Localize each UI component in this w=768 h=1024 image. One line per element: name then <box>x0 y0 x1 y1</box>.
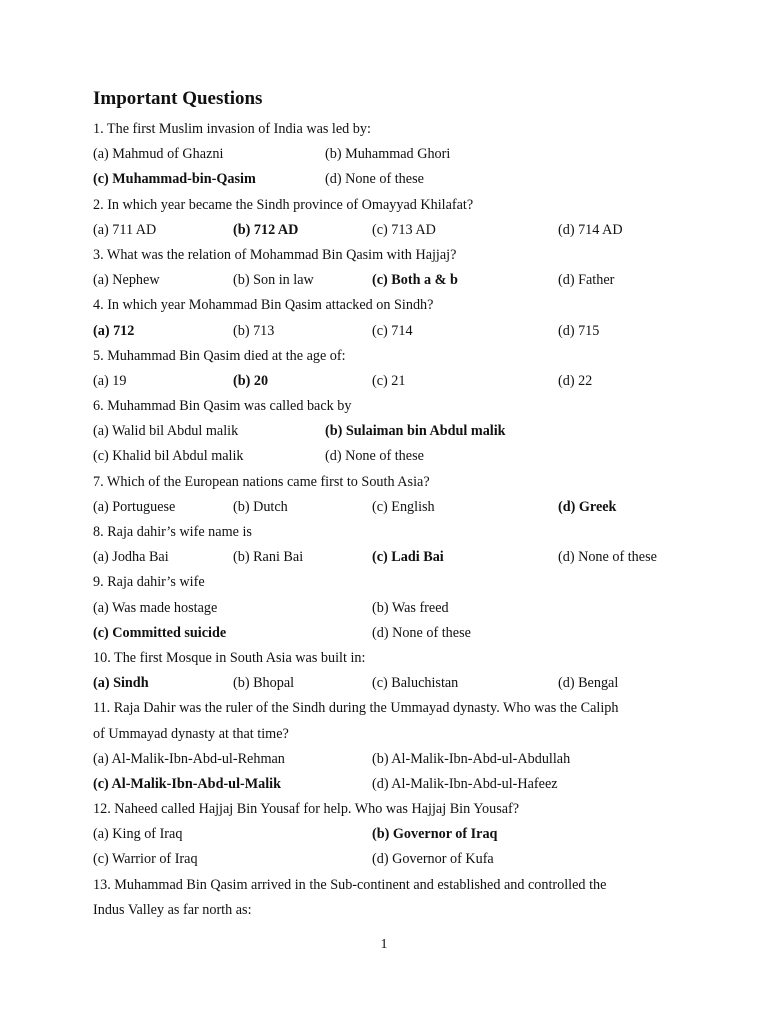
question-2: 2. In which year became the Sindh province of Omayyad Khilafat? <box>93 196 474 213</box>
option-c: (c) Baluchistan <box>372 675 459 692</box>
option-a-correct: (a) 712 <box>93 322 135 339</box>
question-1: 1. The first Muslim invasion of India was led by: <box>93 121 371 137</box>
option-d: (d) 715 <box>558 322 600 339</box>
page-number: 1 <box>380 937 388 952</box>
options-row <box>93 596 693 621</box>
options-row <box>93 268 693 293</box>
page-title: Important Questions <box>93 88 263 109</box>
option-d: (d) Father <box>558 272 615 289</box>
option-d: (d) 714 AD <box>558 221 623 238</box>
option-b: (b) Was freed <box>372 599 449 616</box>
question-5: 5. Muhammad Bin Qasim died at the age of: <box>93 347 346 364</box>
option-a: (a) 19 <box>93 372 127 389</box>
option-b: (b) Dutch <box>233 498 288 515</box>
option-d: (d) None of these <box>558 549 657 566</box>
option-c-correct: (c) Muhammad-bin-Qasim <box>93 171 256 188</box>
option-a: (a) Walid bil Abdul malik <box>93 423 239 440</box>
option-b: (b) 713 <box>233 322 275 339</box>
option-b: (b) Muhammad Ghori <box>325 146 451 163</box>
question-6: 6. Muhammad Bin Qasim was called back by <box>93 398 352 415</box>
question-3: 3. What was the relation of Mohammad Bin Qasim with Hajjaj? <box>93 246 457 263</box>
option-c: (c) Warrior of Iraq <box>93 851 198 868</box>
option-b: (b) Son in law <box>233 272 314 289</box>
question-10: 10. The first Mosque in South Asia was built in: <box>93 649 366 666</box>
option-a: (a) Nephew <box>93 272 160 289</box>
option-d-correct: (d) Greek <box>558 498 617 515</box>
options-row <box>93 444 693 469</box>
option-d: (d) Governor of Kufa <box>372 851 494 868</box>
options-row <box>93 545 693 570</box>
option-c-correct: (c) Both a & b <box>372 272 458 289</box>
option-b-correct: (b) Sulaiman bin Abdul malik <box>325 423 506 440</box>
option-d: (d) None of these <box>372 624 471 641</box>
option-a: (a) Was made hostage <box>93 599 218 616</box>
question-4: 4. In which year Mohammad Bin Qasim attacked on Sindh? <box>93 297 434 314</box>
option-b-correct: (b) Governor of Iraq <box>372 826 498 843</box>
option-d: (d) None of these <box>325 448 424 465</box>
question-11-continued: of Ummayad dynasty at that time? <box>93 725 289 742</box>
options-row <box>93 847 693 872</box>
option-c: (c) Khalid bil Abdul malik <box>93 448 244 465</box>
option-c: (c) 21 <box>372 372 406 389</box>
option-c-correct: (c) Ladi Bai <box>372 549 444 566</box>
option-c: (c) English <box>372 498 435 515</box>
options-row <box>93 167 693 192</box>
options-row <box>93 621 693 646</box>
options-row <box>93 495 693 520</box>
option-b: (b) Al-Malik-Ibn-Abd-ul-Abdullah <box>372 750 571 767</box>
option-b: (b) Rani Bai <box>233 549 304 566</box>
option-a: (a) Jodha Bai <box>93 549 169 566</box>
option-c-correct: (c) Al-Malik-Ibn-Abd-ul-Malik <box>93 775 281 792</box>
option-c: (c) 713 AD <box>372 221 436 238</box>
question-list <box>93 117 693 923</box>
option-b-correct: (b) 712 AD <box>233 221 299 238</box>
option-b: (b) Bhopal <box>233 675 295 692</box>
option-b-correct: (b) 20 <box>233 372 269 389</box>
options-row <box>93 747 693 772</box>
option-d: (d) Al-Malik-Ibn-Abd-ul-Hafeez <box>372 775 558 792</box>
option-a-correct: (a) Sindh <box>93 675 149 692</box>
option-d: (d) 22 <box>558 372 593 389</box>
options-row <box>93 218 693 243</box>
options-row <box>93 319 693 344</box>
options-row <box>93 369 693 394</box>
option-a: (a) King of Iraq <box>93 826 183 843</box>
option-a: (a) Mahmud of Ghazni <box>93 146 224 163</box>
options-row <box>93 822 693 847</box>
question-8: 8. Raja dahir’s wife name is <box>93 524 252 540</box>
question-9: 9. Raja dahir’s wife <box>93 574 205 591</box>
question-11: 11. Raja Dahir was the ruler of the Sindh during the Ummayad dynasty. Who was the Caliph <box>93 700 619 717</box>
question-13-continued: Indus Valley as far north as: <box>93 901 252 918</box>
option-d: (d) None of these <box>325 171 424 188</box>
option-a: (a) Al-Malik-Ibn-Abd-ul-Rehman <box>93 750 285 767</box>
options-row <box>93 142 693 167</box>
option-c-correct: (c) Committed suicide <box>93 624 227 641</box>
question-7: 7. Which of the European nations came first to South Asia? <box>93 473 430 490</box>
options-row <box>93 671 693 696</box>
options-row <box>93 419 693 444</box>
option-d: (d) Bengal <box>558 675 619 692</box>
option-a: (a) 711 AD <box>93 221 157 238</box>
option-c: (c) 714 <box>372 322 413 339</box>
question-12: 12. Naheed called Hajjaj Bin Yousaf for help. Who was Hajjaj Bin Yousaf? <box>93 801 520 818</box>
question-13: 13. Muhammad Bin Qasim arrived in the Sub-continent and established and controlled the <box>93 876 607 893</box>
options-row <box>93 772 693 797</box>
option-a: (a) Portuguese <box>93 498 176 515</box>
